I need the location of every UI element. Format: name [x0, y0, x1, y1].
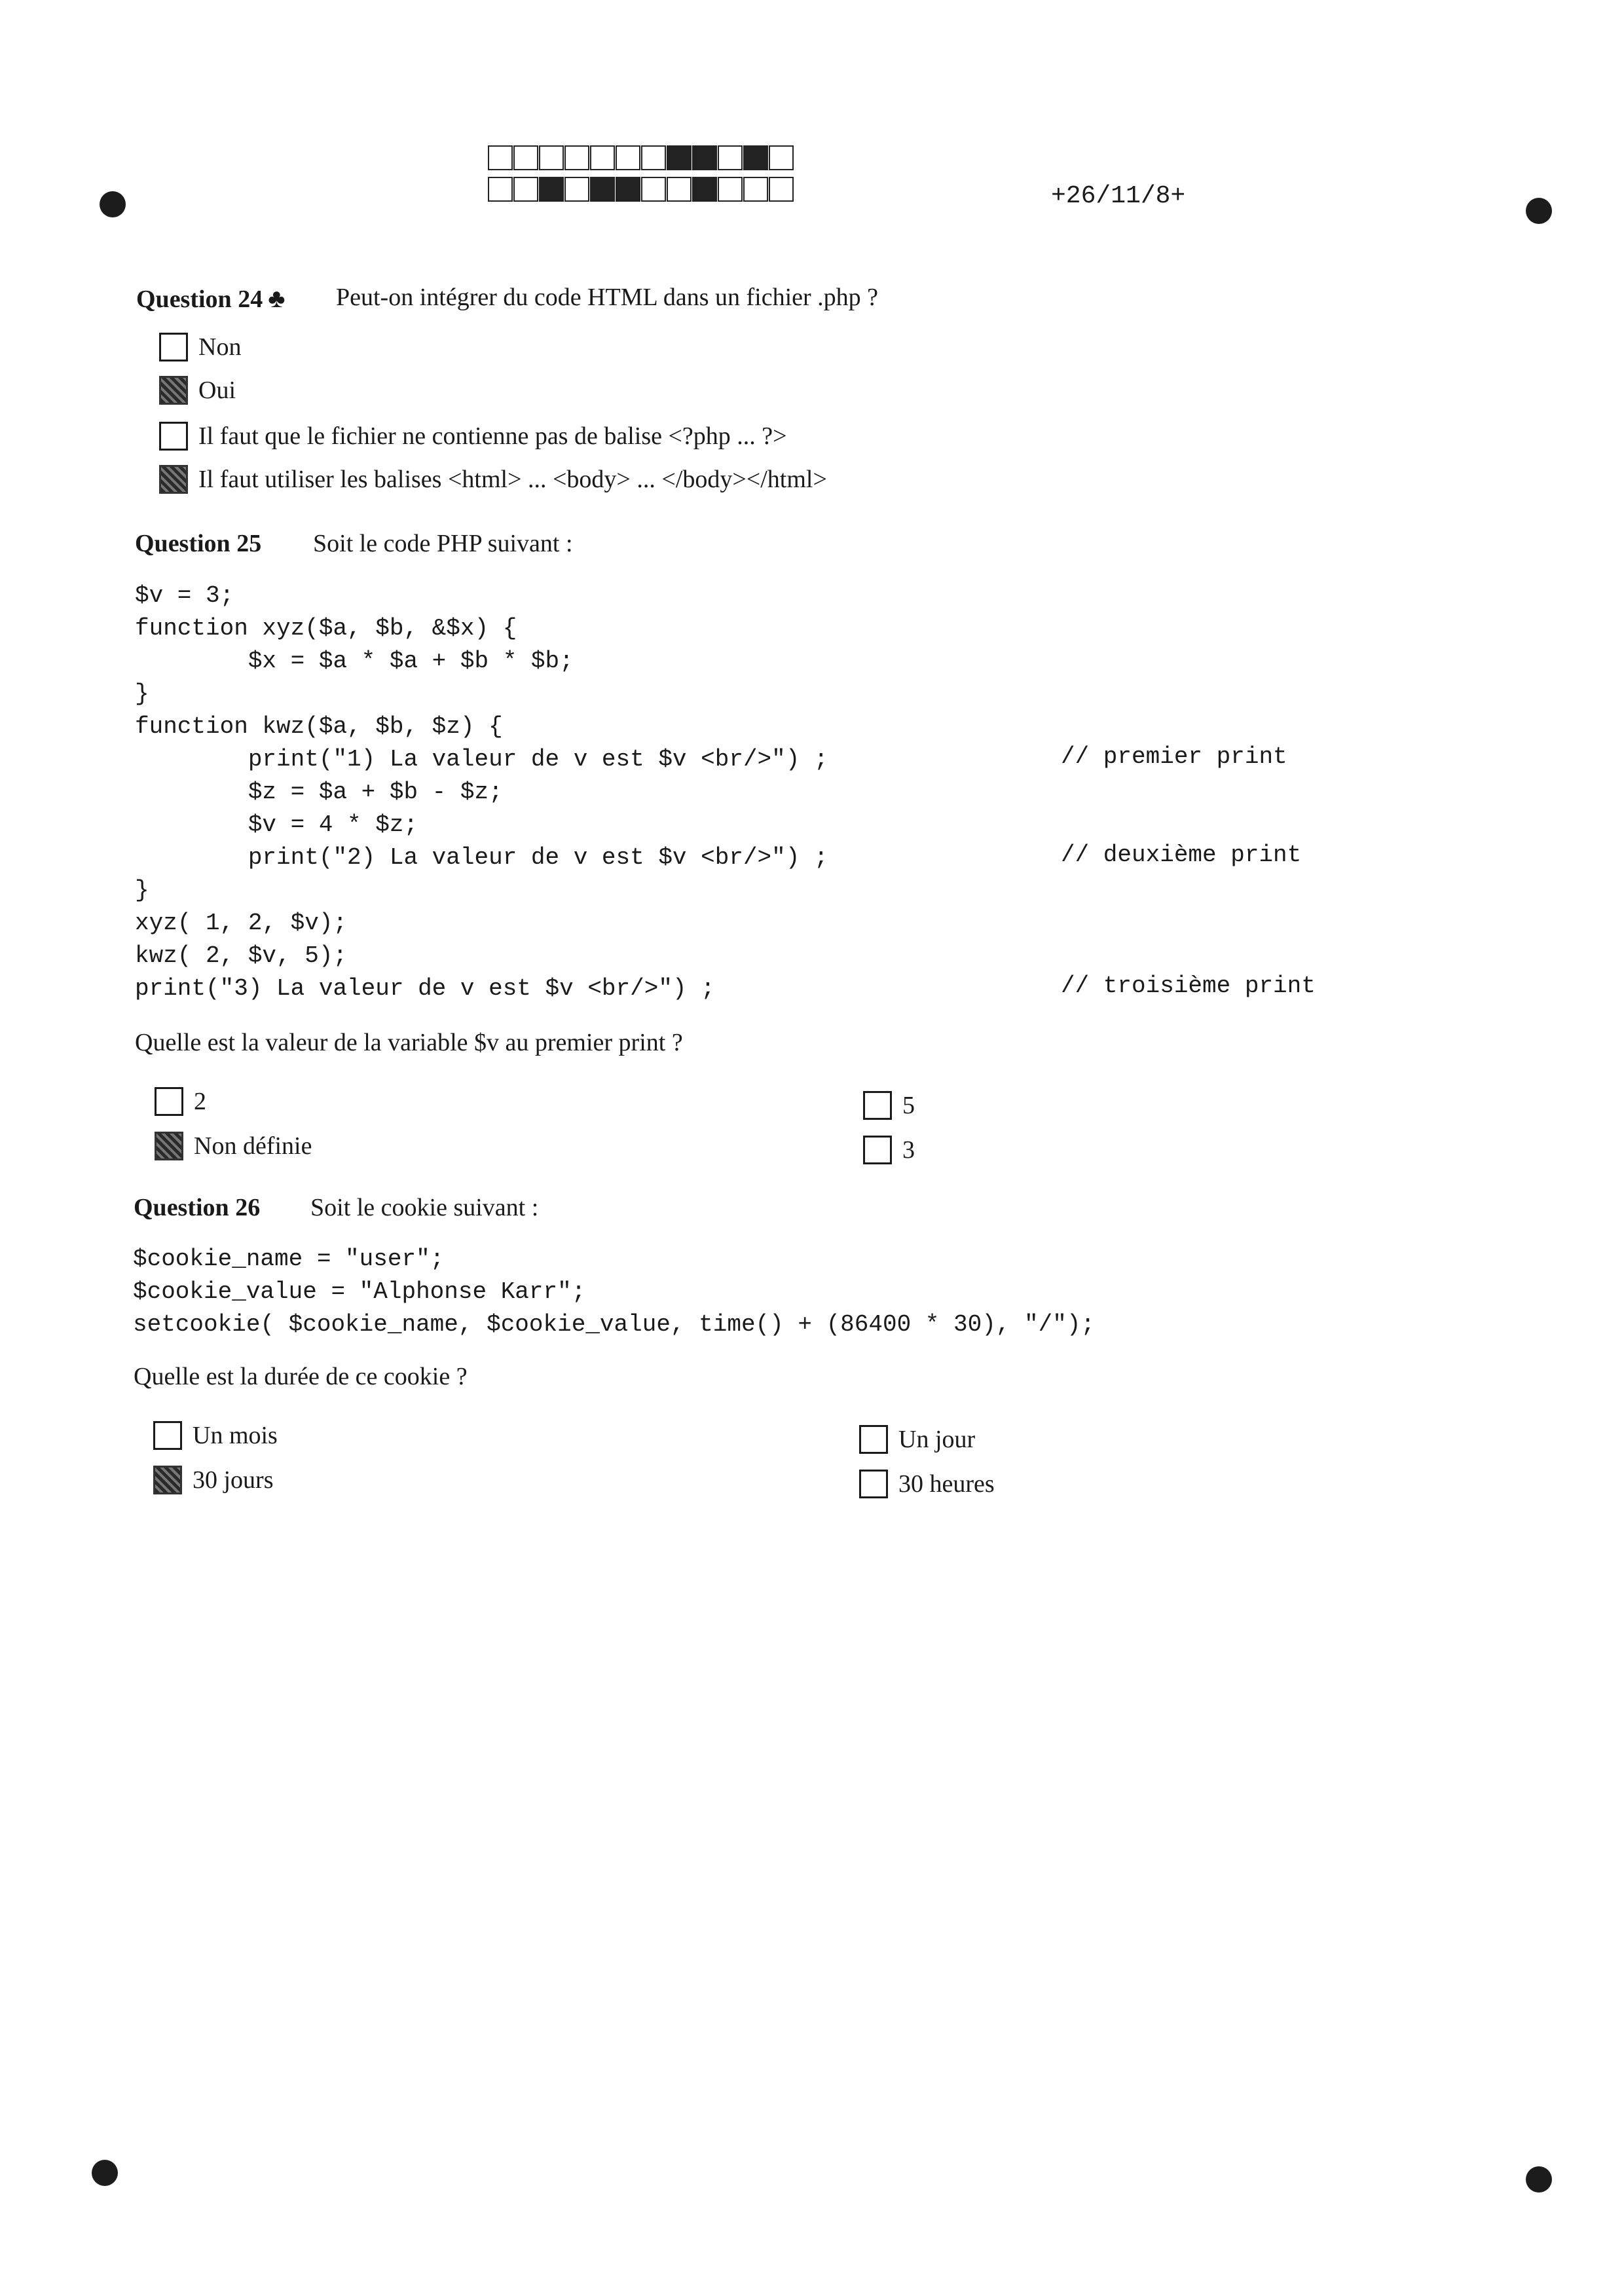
barcode-cell [513, 177, 538, 202]
barcode-cell [769, 177, 794, 202]
php-code-block: $v = 3; function xyz($a, $b, &$x) { $x = $a * $a + $b * $b; } function kwz($a, $b, $z) { print("1) La valeur de v est $v <br/>") ; $z = $a + $b - $z; $v = 4 * $z; print("2) La valeur de v est $v <br/>") ; } xyz( 1, 2, $v); kwz( 2, $v, 5); print("3) La valeur de v est $v <br/>") ; [135, 582, 828, 1002]
answer-option[interactable] [155, 1087, 206, 1116]
question-text: Soit le cookie suivant : [310, 1194, 539, 1221]
barcode-cell [718, 177, 743, 202]
registration-mark-bottom-left [92, 2160, 118, 2186]
barcode-cell [641, 145, 666, 170]
checkbox[interactable] [863, 1136, 892, 1164]
page-code: +26/11/8+ [1051, 182, 1186, 210]
barcode-cell [616, 145, 640, 170]
barcode-cell [488, 177, 513, 202]
registration-mark-top-left [100, 191, 126, 217]
answer-label: 5 [902, 1092, 915, 1119]
answer-option[interactable] [153, 1421, 278, 1450]
checkbox[interactable] [859, 1425, 888, 1454]
answer-option[interactable] [159, 465, 827, 494]
cookie-code-block: $cookie_name = "user"; $cookie_value = "Alphonse Karr"; setcookie( $cookie_name, $cookie_value, time() + (86400 * 30), "/"); [133, 1246, 1096, 1338]
barcode-cell [718, 145, 743, 170]
question-24-header [136, 283, 1184, 316]
answer-label: Non [198, 333, 242, 361]
answer-option[interactable] [159, 376, 236, 405]
registration-mark-top-right [1526, 198, 1552, 224]
question-number: Question 24 ♣ [136, 284, 286, 313]
barcode-cell [667, 177, 692, 202]
checkbox[interactable] [159, 465, 188, 494]
answer-label: Oui [198, 377, 236, 404]
barcode-cell [692, 145, 717, 170]
barcode-cell [513, 145, 538, 170]
checkbox[interactable] [155, 1132, 183, 1160]
club-icon: ♣ [268, 284, 286, 313]
checkbox[interactable] [863, 1091, 892, 1120]
code-comment: // troisième print [1061, 972, 1316, 999]
answer-label: 2 [194, 1088, 206, 1115]
answer-option[interactable] [159, 333, 241, 361]
checkbox[interactable] [159, 333, 188, 361]
barcode-cell [539, 177, 564, 202]
barcode-cell [488, 145, 513, 170]
barcode-cell [692, 177, 717, 202]
registration-mark-bottom-right [1526, 2166, 1552, 2193]
answer-label: Un mois [193, 1422, 278, 1449]
barcode-cell [590, 145, 615, 170]
question-number: Question 25 [135, 530, 262, 557]
checkbox[interactable] [155, 1087, 183, 1116]
checkbox[interactable] [159, 376, 188, 405]
answer-label: Il faut que le fichier ne contienne pas de balise <?php ... ?> [198, 422, 787, 450]
answer-option[interactable] [859, 1425, 975, 1454]
barcode-cell [564, 177, 589, 202]
question-26-header [134, 1193, 919, 1226]
barcode-row-1 [488, 145, 794, 170]
barcode-cell [641, 177, 666, 202]
answer-option[interactable] [863, 1136, 915, 1164]
question-number: Question 26 [134, 1194, 261, 1221]
question-25-header [135, 529, 921, 562]
answer-option[interactable] [155, 1132, 312, 1160]
barcode-cell [769, 145, 794, 170]
barcode-cell [539, 145, 564, 170]
barcode-row-2 [488, 177, 794, 202]
question-text: Soit le code PHP suivant : [313, 530, 573, 557]
answer-option[interactable] [153, 1466, 274, 1494]
checkbox[interactable] [859, 1470, 888, 1498]
answer-label: Un jour [898, 1426, 976, 1453]
answer-option[interactable] [859, 1470, 995, 1498]
checkbox[interactable] [153, 1466, 182, 1494]
answer-label: 30 jours [193, 1466, 274, 1494]
answer-option[interactable] [159, 422, 787, 451]
barcode-cell [743, 177, 768, 202]
question-prompt: Quelle est la valeur de la variable $v au premier print ? [135, 1029, 683, 1056]
barcode-cell [590, 177, 615, 202]
answer-label: 3 [902, 1136, 915, 1164]
answer-label: 30 heures [898, 1470, 995, 1498]
checkbox[interactable] [159, 422, 188, 451]
code-comment: // deuxième print [1061, 842, 1302, 868]
barcode-cell [743, 145, 768, 170]
barcode-cell [564, 145, 589, 170]
barcode-cell [616, 177, 640, 202]
question-text: Peut-on intégrer du code HTML dans un fichier .php ? [336, 284, 879, 311]
answer-option[interactable] [863, 1091, 915, 1120]
question-prompt: Quelle est la durée de ce cookie ? [134, 1363, 468, 1390]
answer-label: Non définie [194, 1132, 312, 1160]
checkbox[interactable] [153, 1421, 182, 1450]
code-comment: // premier print [1061, 743, 1287, 770]
barcode-cell [667, 145, 692, 170]
answer-label: Il faut utiliser les balises <html> ... <body> ... </body></html> [198, 466, 827, 493]
